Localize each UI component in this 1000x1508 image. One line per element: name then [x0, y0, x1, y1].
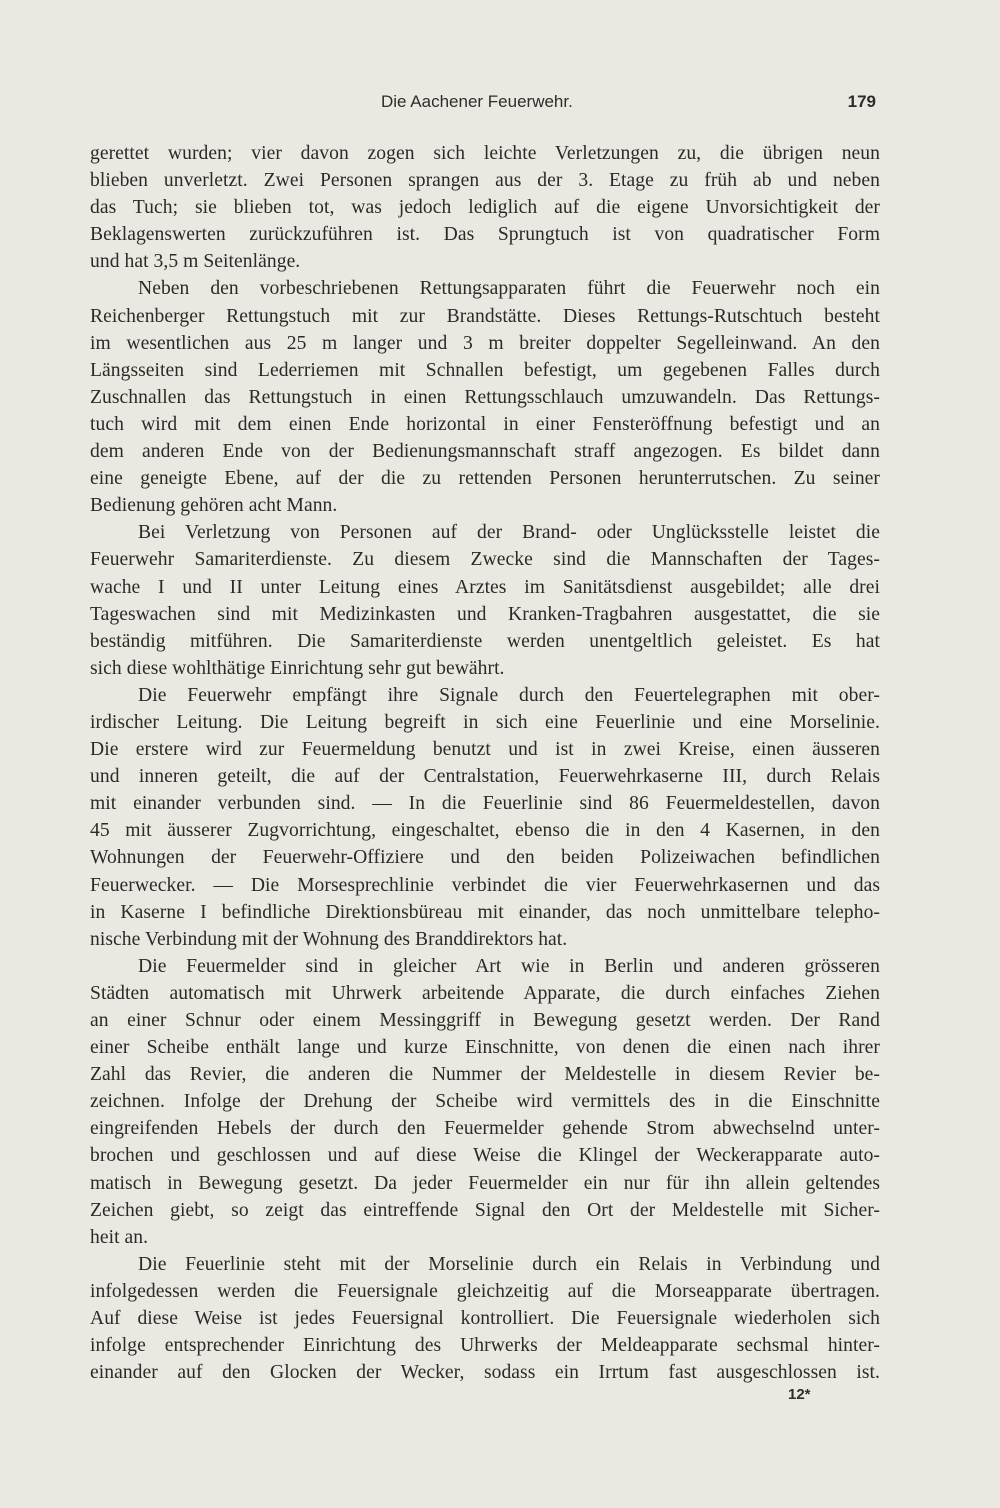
text-line: heit an.: [90, 1226, 149, 1248]
text-line: einander auf den Glocken der Wecker, sodass ein Irrtum fast ausgeschlossen ist.: [90, 1362, 880, 1384]
text-line: Tageswachen sind mit Medizinkasten und Kranken-Tragbahren ausgestattet, die sie: [90, 603, 880, 625]
text-line: matisch in Bewegung gesetzt. Da jeder Feuermelder ein nur für ihn allein geltendes: [90, 1172, 880, 1194]
running-header: [90, 92, 880, 116]
text-line: sich diese wohlthätige Einrichtung sehr gut bewährt.: [90, 657, 505, 679]
text-line: Reichenberger Rettungstuch mit zur Brandstätte. Dieses Rettungs-Rutschtuch besteht: [90, 305, 880, 327]
text-line: und inneren geteilt, die auf der Centralstation, Feuerwehrkaserne III, durch Relais: [90, 766, 880, 788]
text-line: im wesentlichen aus 25 m langer und 3 m breiter doppelter Segelleinwand. An den: [90, 332, 880, 354]
text-line: Zahl das Revier, die anderen die Nummer der Meldestelle in diesem Revier be-: [90, 1064, 880, 1086]
text-line: 45 mit äusserer Zugvorrichtung, eingeschaltet, ebenso die in den 4 Kasernen, in den: [90, 820, 880, 842]
text-line: Städten automatisch mit Uhrwerk arbeitende Apparate, die durch einfaches Ziehen: [90, 982, 880, 1004]
text-line: zeichnen. Infolge der Drehung der Scheibe wird vermittels des in die Einschnitte: [90, 1091, 880, 1113]
signature-mark: 12*: [788, 1386, 811, 1403]
text-line: und hat 3,5 m Seitenlänge.: [90, 251, 301, 273]
text-line: eine geneigte Ebene, auf der die zu rettenden Personen herunterrutschen. Zu seiner: [90, 468, 880, 490]
page-number: 179: [847, 92, 876, 111]
text-line: irdischer Leitung. Die Leitung begreift in sich eine Feuerlinie und eine Morselinie.: [90, 711, 880, 733]
paragraph-first-line: Die Feuerlinie steht mit der Morselinie durch ein Relais in Verbindung und: [138, 1253, 880, 1275]
text-line: Bedienung gehören acht Mann.: [90, 495, 338, 517]
text-line: eingreifenden Hebels der durch den Feuermelder gehende Strom abwechselnd unter-: [90, 1118, 880, 1140]
text-line: das Tuch; sie blieben tot, was jedoch lediglich auf die eigene Unvorsichtigkeit der: [90, 197, 880, 219]
paragraph-first-line: Bei Verletzung von Personen auf der Brand- oder Unglücksstelle leistet die: [138, 522, 880, 544]
text-line: Beklagenswerten zurückzuführen ist. Das Sprungtuch ist von quadratischer Form: [90, 224, 880, 246]
text-line: Feuerwecker. — Die Morsesprechlinie verbindet die vier Feuerwehrkasernen und das: [90, 874, 880, 896]
text-line: beständig mitführen. Die Samariterdienste werden unentgeltlich geleistet. Es hat: [90, 630, 880, 652]
text-line: brochen und geschlossen und auf diese Weise die Klingel der Weckerapparate auto-: [90, 1145, 880, 1167]
text-line: Wohnungen der Feuerwehr-Offiziere und den beiden Polizeiwachen befindlichen: [90, 847, 880, 869]
text-line: nische Verbindung mit der Wohnung des Branddirektors hat.: [90, 928, 568, 950]
text-line: Zuschnallen das Rettungstuch in einen Rettungsschlauch umzuwandeln. Das Rettungs-: [90, 386, 880, 408]
text-line: tuch wird mit dem einen Ende horizontal in einer Fensteröffnung befestigt und an: [90, 413, 880, 435]
text-line: dem anderen Ende von der Bedienungsmannschaft straff angezogen. Es bildet dann: [90, 441, 880, 463]
paragraph-first-line: Die Feuermelder sind in gleicher Art wie in Berlin und anderen grösseren: [138, 955, 880, 977]
paragraph-first-line: Die Feuerwehr empfängt ihre Signale durch den Feuertelegraphen mit ober-: [138, 684, 880, 706]
text-line: Feuerwehr Samariterdienste. Zu diesem Zwecke sind die Mannschaften der Tages-: [90, 549, 880, 571]
text-line: Längsseiten sind Lederriemen mit Schnallen befestigt, um gegebenen Falles durch: [90, 359, 880, 381]
text-line: Auf diese Weise ist jedes Feuersignal kontrolliert. Die Feuersignale wiederholen sich: [90, 1308, 880, 1330]
text-line: Die erstere wird zur Feuermeldung benutzt und ist in zwei Kreise, einen äusseren: [90, 739, 880, 761]
paragraph-first-line: Neben den vorbeschriebenen Rettungsapparaten führt die Feuerwehr noch ein: [138, 278, 880, 300]
text-line: in Kaserne I befindliche Direktionsbüreau mit einander, das noch unmittelbare telepho-: [90, 901, 880, 923]
text-line: gerettet wurden; vier davon zogen sich leichte Verletzungen zu, die übrigen neun: [90, 143, 880, 164]
text-line: wache I und II unter Leitung eines Arztes im Sanitätsdienst ausgebildet; alle drei: [90, 576, 880, 598]
text-line: an einer Schnur oder einem Messinggriff in Bewegung gesetzt werden. Der Rand: [90, 1010, 880, 1031]
text-line: infolge entsprechender Einrichtung des Uhrwerks der Meldeapparate sechsmal hinter-: [90, 1335, 880, 1357]
text-line: blieben unverletzt. Zwei Personen sprangen aus der 3. Etage zu früh ab und neben: [90, 170, 880, 192]
page-body: [90, 140, 880, 1386]
running-title: Die Aachener Feuerwehr.: [381, 92, 573, 111]
text-line: infolgedessen werden die Feuersignale gleichzeitig auf die Morseapparate übertragen.: [90, 1280, 880, 1302]
text-line: Zeichen giebt, so zeigt das eintreffende Signal den Ort der Meldestelle mit Sicher-: [90, 1199, 880, 1221]
text-line: einer Scheibe enthält lange und kurze Einschnitte, von denen die einen nach ihrer: [90, 1037, 880, 1059]
text-line: mit einander verbunden sind. — In die Feuerlinie sind 86 Feuermeldestellen, davon: [90, 793, 880, 815]
